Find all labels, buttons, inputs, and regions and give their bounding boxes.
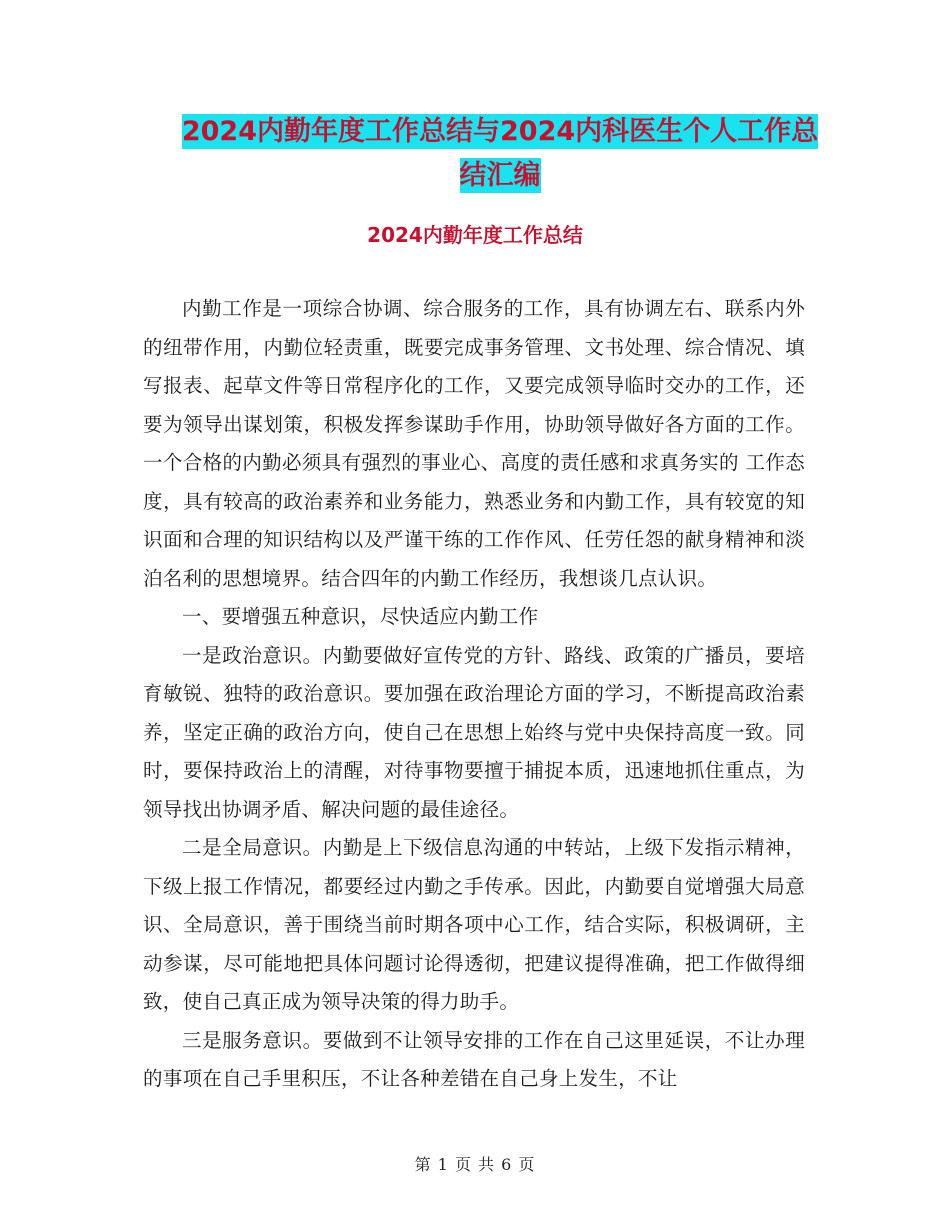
paragraph: 三是服务意识。要做到不让领导安排的工作在自己这里延误，不让办理的事项在自己手里积压，不让各种差错在自己身上发生，不让 <box>143 1028 805 1090</box>
document-title <box>180 110 820 198</box>
document-title-text: 2024内勤年度工作总结与2024内科医生个人工作总结汇编 <box>181 116 819 191</box>
document-body <box>143 290 805 1099</box>
section-title: 2024内勤年度工作总结 <box>367 223 583 247</box>
paragraph: 二是全局意识。内勤是上下级信息沟通的中转站，上级下发指示精神，下级上报工作情况，都要经过内勤之手传承。因此，内勤要自觉增强大局意识、全局意识，善于围绕当前时期各项中心工作，结合实际，积极调研，主动参谋，尽可能地把具体问题讨论得透彻，把建议提得准确，把工作做得细致，使自己真正成为领导决策的得力助手。 <box>143 836 805 1013</box>
page-footer: 第 1 页 共 6 页 <box>414 1155 536 1174</box>
paragraph: 一、要增强五种意识，尽快适应内勤工作 <box>182 605 539 628</box>
paragraph: 内勤工作是一项综合协调、综合服务的工作，具有协调左右、联系内外的纽带作用，内勤位轻责重，既要完成事务管理、文书处理、综合情况、填写报表、起草文件等日常程序化的工作，又要完成领导临时交办的工作，还要为领导出谋划策，积极发挥参谋助手作用，协助领导做好各方面的工作。一个合格的内勤必须具有强烈的事业心、高度的责任感和求真务实的 工作态度，具有较高的政治素养和业务能力，熟悉业务和内勤工作，具有较宽的知识面和合理的知识结构以及严谨干练的工作作风、任劳任怨的献身精神和淡泊名利的思想境界。结合四年的内勤工作经历，我想谈几点认识。 <box>143 297 805 590</box>
paragraph: 一是政治意识。内勤要做好宣传党的方针、路线、政策的广播员，要培育敏锐、独特的政治意识。要加强在政治理论方面的学习，不断提高政治素养，坚定正确的政治方向，使自己在思想上始终与党中央保持高度一致。同时，要保持政治上的清醒，对待事物要擅于捕捉本质，迅速地抓住重点，为领导找出协调矛盾、解决问题的最佳途径。 <box>143 643 805 821</box>
